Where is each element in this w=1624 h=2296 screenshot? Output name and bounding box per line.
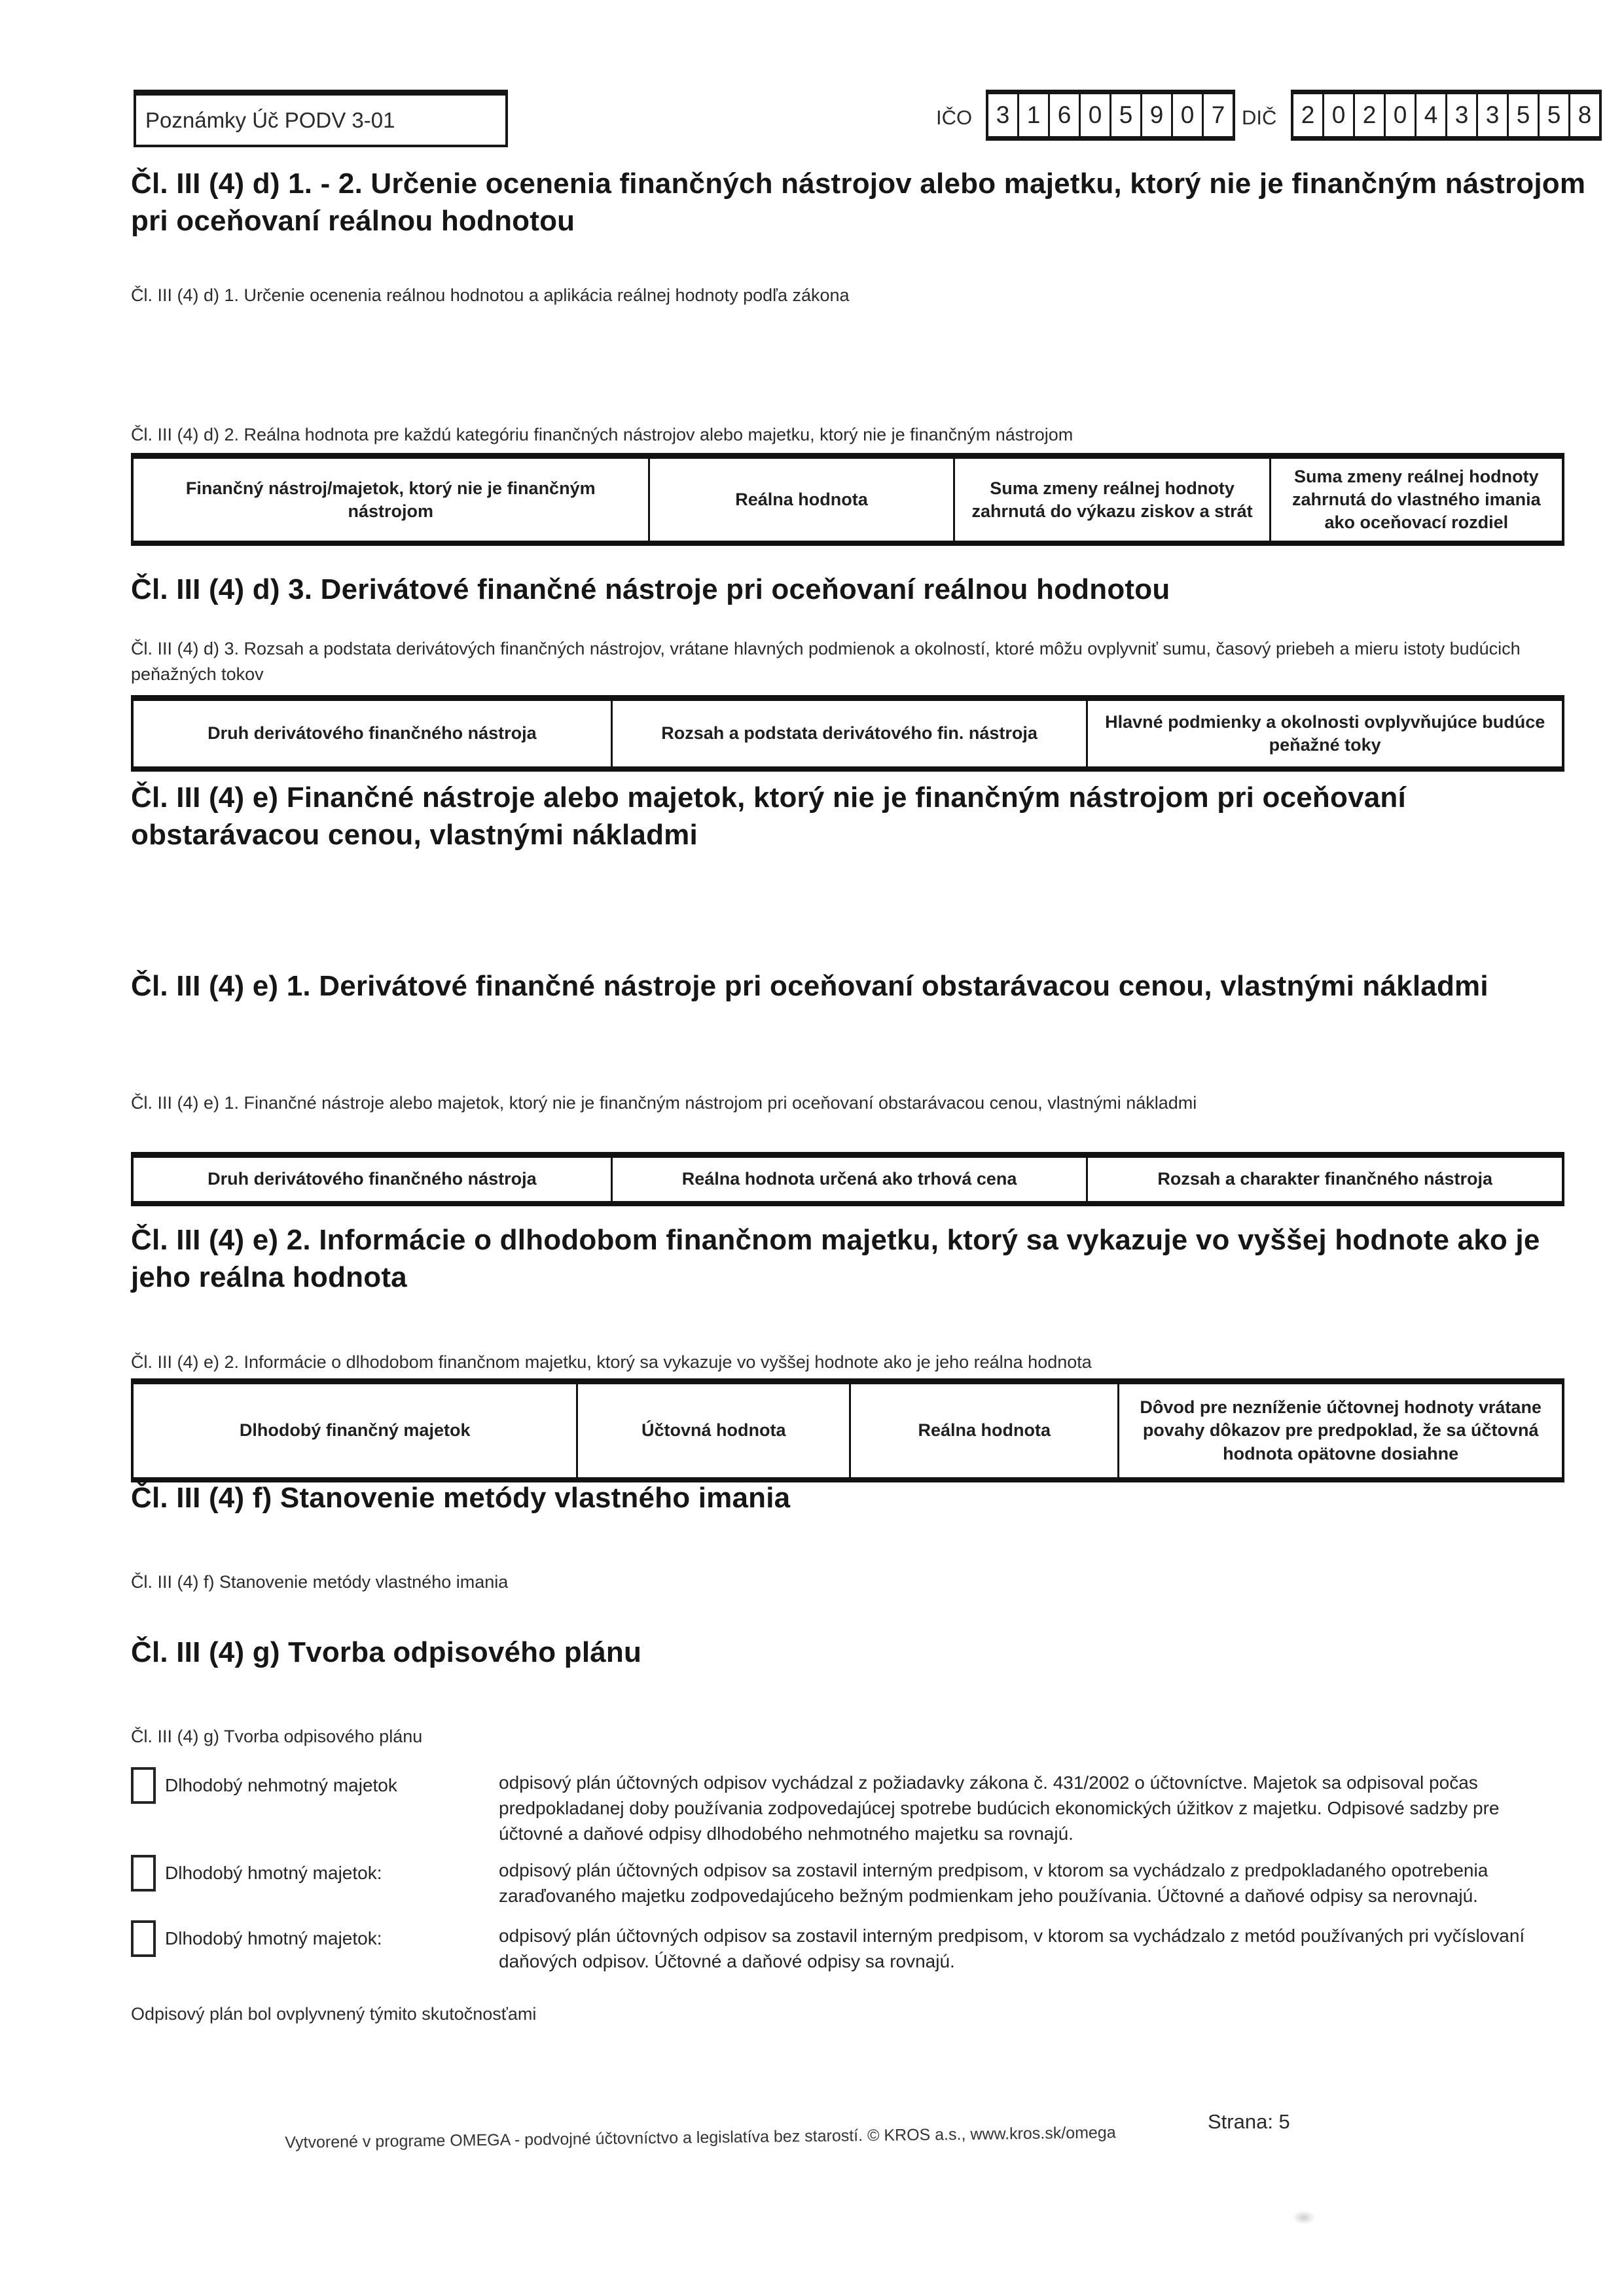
- checkbox-label: Dlhodobý hmotný majetok:: [165, 1928, 382, 1948]
- column-header: Reálna hodnota: [849, 1384, 1117, 1477]
- dic-label: DIČ: [1242, 106, 1277, 129]
- scan-smudge: [1293, 2211, 1315, 2224]
- heading-d1-2: Čl. III (4) d) 1. - 2. Určenie ocenenia finančných nástrojov alebo majetku, ktorý nie je finančným nástrojom pri oceňovaní reálnou hodnotou: [131, 168, 1586, 238]
- depreciation-description: odpisový plán účtovných odpisov sa zostavil interným predpisom, v ktorom sa vychádzalo z predpokladaného opotrebenia zaraďovaného majetku zodpovedajúceho bežným podmienkam jeho používania. Účtovné a daňové odpisy sa nerovnajú.: [499, 1860, 1489, 1907]
- table-derivatives-cost: [131, 1152, 1564, 1206]
- heading-g: Čl. III (4) g) Tvorba odpisového plánu: [131, 1636, 642, 1668]
- ico-digit: 9: [1142, 94, 1173, 136]
- dic-digit: 0: [1386, 94, 1416, 136]
- dic-digit: 2: [1355, 94, 1386, 136]
- heading-e: Čl. III (4) e) Finančné nástroje alebo majetok, ktorý nie je finančným nástrojom pri oceňovaní obstarávacou cenou, vlastnými nákladmi: [131, 781, 1406, 852]
- table-long-term-assets: [131, 1378, 1564, 1482]
- heading-e1: Čl. III (4) e) 1. Derivátové finančné nástroje pri oceňovaní obstarávacou cenou, vlastnými nákladmi: [131, 970, 1489, 1002]
- dic-digit-boxes: [1291, 90, 1602, 141]
- column-header: Dlhodobý finančný majetok: [239, 1420, 471, 1441]
- column-header: Rozsah a podstata derivátového fin. nástroja: [611, 701, 1087, 766]
- form-type-label: Poznámky Úč PODV 3-01: [145, 107, 395, 132]
- dic-digit: 8: [1578, 101, 1592, 128]
- column-header: Účtovná hodnota: [576, 1384, 849, 1477]
- ico-digit: 3: [988, 94, 1019, 136]
- note-d2: Čl. III (4) d) 2. Reálna hodnota pre každú kategóriu finančných nástrojov alebo majetku, ktorý nie je finančným nástrojom: [131, 425, 1074, 444]
- column-header: Druh derivátového finančného nástroja: [208, 723, 537, 744]
- dic-digit: 3: [1447, 94, 1478, 136]
- note-e2: Čl. III (4) e) 2. Informácie o dlhodobom finančnom majetku, ktorý sa vykazuje vo vyššej hodnote ako je jeho reálna hodnota: [131, 1352, 1092, 1372]
- dic-digit: 2: [1293, 94, 1324, 136]
- dic-digit: 3: [1478, 94, 1509, 136]
- column-header: Druh derivátového finančného nástroja: [208, 1169, 537, 1189]
- checkbox-tangible-assets-1[interactable]: [131, 1855, 156, 1892]
- heading-f: Čl. III (4) f) Stanovenie metódy vlastného imania: [131, 1482, 791, 1514]
- note-d1: Čl. III (4) d) 1. Určenie ocenenia reálnou hodnotou a aplikácia reálnej hodnoty podľa zákona: [131, 285, 850, 305]
- column-header: Suma zmeny reálnej hodnoty zahrnutá do vlastného imania ako oceňovací rozdiel: [1269, 459, 1562, 541]
- column-header: Reálna hodnota určená ako trhová cena: [611, 1158, 1087, 1201]
- heading-d3: Čl. III (4) d) 3. Derivátové finančné nástroje pri oceňovaní reálnou hodnotou: [131, 573, 1170, 605]
- ico-digit: 5: [1111, 94, 1142, 136]
- ico-digit: 7: [1211, 101, 1225, 128]
- depreciation-description: odpisový plán účtovných odpisov sa zostavil interným predpisom, v ktorom sa vychádzalo z metód používaných pri vyčíslovaní daňových odpisov. Účtovné a daňové odpisy sa rovnajú.: [499, 1926, 1525, 1972]
- column-header: Finančný nástroj/majetok, ktorý nie je finančným nástrojom: [185, 478, 596, 521]
- depreciation-row-tangible-2: [131, 1919, 1564, 1974]
- depreciation-row-intangible: [131, 1766, 1564, 1847]
- ico-digit: 6: [1050, 94, 1081, 136]
- dic-digit: 5: [1540, 94, 1570, 136]
- ico-digit: 0: [1173, 94, 1204, 136]
- depreciation-description: odpisový plán účtovných odpisov vychádzal z požiadavky zákona č. 431/2002 o účtovníctve. Majetok sa odpisoval počas predpokladanej doby používania zodpovedajúcej spotrebe budúcich ekonomických úžitkov z majetku. Odpisové sadzby pre účtovné a daňové odpisy dlhodobého nehmotného majetku sa rovnajú.: [499, 1772, 1500, 1844]
- checkbox-label: Dlhodobý hmotný majetok:: [165, 1863, 382, 1883]
- ico-digit: 0: [1081, 94, 1111, 136]
- column-header: Hlavné podmienky a okolnosti ovplyvňujúce budúce peňažné toky: [1086, 701, 1562, 766]
- note-influence: Odpisový plán bol ovplyvnený týmito skutočnosťami: [131, 2004, 537, 2024]
- note-d3: Čl. III (4) d) 3. Rozsah a podstata derivátových finančných nástrojov, vrátane hlavných podmienok a okolností, ktoré môžu ovplyvniť sumu, časový priebeh a mieru istoty budúcich peňažných tokov: [131, 639, 1521, 685]
- column-header: Reálna hodnota: [648, 459, 954, 541]
- checkbox-tangible-assets-2[interactable]: [131, 1920, 156, 1957]
- page-number: Strana: 5: [1208, 2110, 1290, 2133]
- form-type-box: [134, 90, 508, 147]
- table-derivatives-fair-value: [131, 695, 1564, 772]
- dic-digit: 5: [1509, 94, 1540, 136]
- ico-digit-boxes: [986, 90, 1235, 141]
- footer-credit: Vytvorené v programe OMEGA - podvojné účtovníctvo a legislatíva bez starostí. © KROS a.s., www.kros.sk/omega: [285, 2123, 1116, 2152]
- heading-e2: Čl. III (4) e) 2. Informácie o dlhodobom finančnom majetku, ktorý sa vykazuje vo vyššej hodnote ako je jeho reálna hodnota: [131, 1224, 1540, 1294]
- ico-label: IČO: [936, 106, 973, 129]
- dic-digit: 4: [1416, 94, 1447, 136]
- note-g: Čl. III (4) g) Tvorba odpisového plánu: [131, 1727, 423, 1746]
- table-fair-value: [131, 453, 1564, 546]
- note-f: Čl. III (4) f) Stanovenie metódy vlastného imania: [131, 1572, 509, 1592]
- depreciation-row-tangible-1: [131, 1854, 1564, 1909]
- checkbox-label: Dlhodobý nehmotný majetok: [165, 1775, 397, 1795]
- checkbox-intangible-assets[interactable]: [131, 1767, 156, 1804]
- ico-digit: 1: [1019, 94, 1050, 136]
- column-header: Suma zmeny reálnej hodnoty zahrnutá do výkazu ziskov a strát: [953, 459, 1269, 541]
- column-header: Dôvod pre nezníženie účtovnej hodnoty vrátane povahy dôkazov pre predpoklad, že sa účtovná hodnota opätovne dosiahne: [1117, 1384, 1562, 1477]
- note-e1: Čl. III (4) e) 1. Finančné nástroje alebo majetok, ktorý nie je finančným nástrojom pri oceňovaní obstarávacou cenou, vlastnými nákladmi: [131, 1093, 1197, 1113]
- column-header: Rozsah a charakter finančného nástroja: [1086, 1158, 1562, 1201]
- dic-digit: 0: [1324, 94, 1355, 136]
